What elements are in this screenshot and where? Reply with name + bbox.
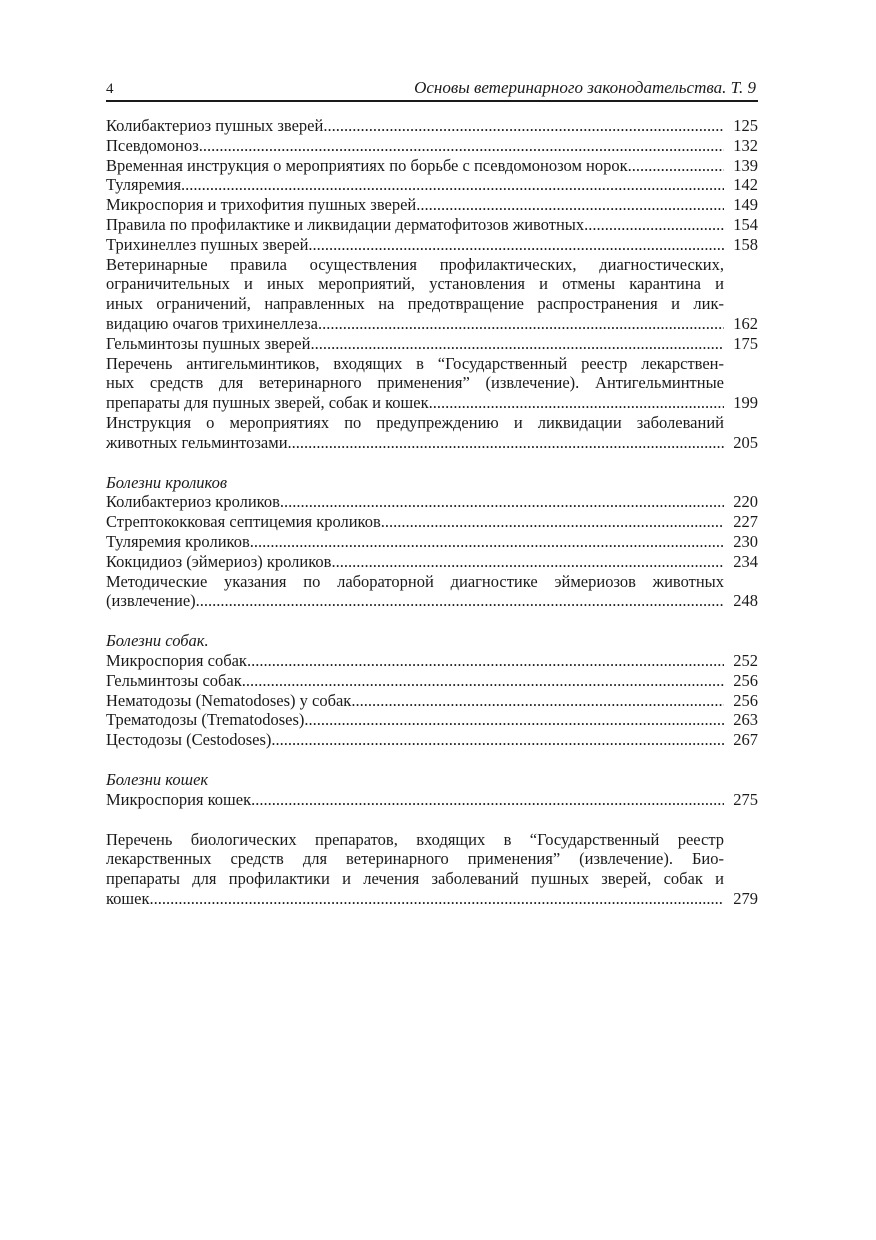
- toc-entry-title: [106, 730, 724, 750]
- toc-entry-page: 132: [733, 135, 758, 155]
- toc-entry-title: [106, 116, 724, 136]
- toc-entry[interactable]: [106, 572, 758, 612]
- toc-entry-line: Перечень биологических препаратов, входящих в “Государственный реестр: [106, 829, 724, 849]
- toc-entry-line: Гельминтозы пушных зверей: [106, 333, 311, 353]
- toc-entry[interactable]: [106, 255, 758, 334]
- dot-leader: [331, 552, 724, 572]
- toc-entry-line: Инструкция о мероприятиях по предупреждению и ликвидации заболеваний: [106, 412, 724, 432]
- dot-leader: [196, 591, 724, 611]
- toc-entry-line: Колибактериоз кроликов: [106, 492, 280, 512]
- toc-entry[interactable]: [106, 175, 758, 195]
- dot-leader: [280, 492, 724, 512]
- toc-entry-line: Кокцидиоз (эймериоз) кроликов: [106, 551, 332, 571]
- toc-entry-line: Временная инструкция о мероприятиях по борьбе с псевдомонозом норок: [106, 155, 628, 175]
- toc-entry[interactable]: [106, 354, 758, 413]
- toc-entry-page: 275: [733, 789, 758, 809]
- toc-entry-page: 205: [733, 432, 758, 452]
- table-of-contents: [106, 116, 758, 909]
- toc-entry[interactable]: [106, 512, 758, 532]
- dot-leader: [181, 175, 724, 195]
- toc-entry-page: 230: [733, 531, 758, 551]
- toc-entry[interactable]: [106, 413, 758, 453]
- dot-leader: [288, 433, 724, 453]
- toc-entry-line: (извлечение): [106, 591, 196, 611]
- toc-entry-title: [106, 532, 724, 552]
- toc-entry[interactable]: [106, 671, 758, 691]
- toc-entry[interactable]: [106, 532, 758, 552]
- toc-entry-page: 149: [733, 195, 758, 215]
- toc-entry-title: [106, 651, 724, 671]
- toc-entry-line: Методические указания по лабораторной диагностике эймериозов животных: [106, 571, 724, 591]
- toc-entry-page: 234: [733, 551, 758, 571]
- toc-entry-line: Стрептококковая септицемия кроликов: [106, 512, 381, 532]
- toc-entry-line: Правила по профилактике и ликвидации дерматофитозов животных: [106, 214, 585, 234]
- toc-entry-page: 256: [733, 690, 758, 710]
- toc-entry-page: 263: [733, 710, 758, 730]
- toc-entry-page: 252: [733, 650, 758, 670]
- toc-entry[interactable]: [106, 116, 758, 136]
- toc-entry-title: [106, 552, 724, 572]
- toc-entry[interactable]: [106, 790, 758, 810]
- toc-entry-line: Микроспория собак: [106, 650, 247, 670]
- toc-entry[interactable]: [106, 492, 758, 512]
- toc-entry[interactable]: [106, 730, 758, 750]
- toc-entry-line: Гельминтозы собак: [106, 670, 242, 690]
- dot-leader: [250, 532, 724, 552]
- dot-leader: [323, 116, 724, 136]
- toc-entry-line: Трихинеллез пушных зверей: [106, 234, 309, 254]
- toc-entry-page: 175: [733, 333, 758, 353]
- toc-entry-title: [106, 255, 724, 334]
- toc-entry-title: [106, 354, 724, 413]
- toc-entry-line: ных средств для ветеринарного применения” (извлечение). Антигельминтные: [106, 373, 724, 393]
- toc-entry-line: препараты для профилактики и лечения заболеваний пушных зверей, собак и: [106, 869, 724, 889]
- section-title-rabbits: Болезни кроликов: [106, 472, 228, 492]
- toc-entry-title: [106, 492, 724, 512]
- toc-entry[interactable]: [106, 136, 758, 156]
- toc-entry-line: животных гельминтозами: [106, 432, 288, 452]
- toc-entry-line: Микроспория кошек: [106, 789, 252, 809]
- toc-entry-line: ограничительных и иных мероприятий, установления и отмены карантина и: [106, 274, 724, 294]
- toc-entry-page: 227: [733, 512, 758, 532]
- toc-entry-line: Псевдомоноз: [106, 135, 199, 155]
- toc-entry-line: Перечень антигельминтиков, входящих в “Государственный реестр лекарствен-: [106, 353, 724, 373]
- toc-entry-page: 256: [733, 670, 758, 690]
- toc-entry-page: 139: [733, 155, 758, 175]
- toc-entry[interactable]: [106, 691, 758, 711]
- toc-entry-page: 142: [733, 175, 758, 195]
- toc-entry-title: [106, 334, 724, 354]
- toc-entry[interactable]: [106, 651, 758, 671]
- page-header: [106, 76, 758, 102]
- toc-entry-line: видацию очагов трихинеллеза: [106, 313, 318, 333]
- toc-entry-title: [106, 671, 724, 691]
- toc-entry-page: 158: [733, 234, 758, 254]
- dot-leader: [247, 651, 724, 671]
- section-title-dogs: Болезни собак.: [106, 631, 209, 651]
- toc-entry-title: [106, 572, 724, 612]
- toc-entry-line: иных ограничений, направленных на предотвращение распространения и лик-: [106, 294, 724, 314]
- toc-entry-line: Нематодозы (Nematodoses) у собак: [106, 690, 352, 710]
- dot-leader: [318, 314, 724, 334]
- rabbits-entries: [106, 492, 758, 611]
- toc-entry-title: [106, 413, 724, 453]
- toc-entry[interactable]: [106, 156, 758, 176]
- toc-entry[interactable]: [106, 710, 758, 730]
- toc-entry-line: лекарственных средств для ветеринарного применения” (извлечение). Био-: [106, 849, 724, 869]
- toc-entry-line: Цестодозы (Cestodoses): [106, 730, 272, 750]
- fur-animals-entries: [106, 116, 758, 453]
- section-title-cats: Болезни кошек: [106, 769, 209, 789]
- dot-leader: [251, 790, 724, 810]
- dot-leader: [308, 235, 724, 255]
- document-page: [106, 76, 758, 909]
- running-title: Основы ветеринарного законодательства. Т. 9: [414, 78, 756, 97]
- cats-entries: [106, 790, 758, 810]
- toc-entry-line: Колибактериоз пушных зверей: [106, 116, 324, 135]
- toc-entry-page: 154: [733, 214, 758, 234]
- toc-entry-title: [106, 175, 724, 195]
- toc-entry-line: Микроспория и трихофития пушных зверей: [106, 195, 417, 215]
- toc-entry-page: 125: [733, 116, 758, 135]
- dot-leader: [351, 691, 724, 711]
- toc-entry-line: Ветеринарные правила осуществления профилактических, диагностических,: [106, 254, 724, 274]
- toc-entry[interactable]: [106, 830, 758, 909]
- dot-leader: [429, 393, 724, 413]
- final-entry: [106, 830, 758, 909]
- toc-entry[interactable]: [106, 195, 758, 215]
- toc-entry-title: [106, 512, 724, 532]
- toc-entry-title: [106, 790, 724, 810]
- toc-entry-page: 267: [733, 730, 758, 750]
- dot-leader: [304, 710, 724, 730]
- toc-entry[interactable]: [106, 215, 758, 235]
- toc-entry-title: [106, 235, 724, 255]
- toc-entry-line: кошек: [106, 888, 150, 908]
- toc-entry-title: [106, 215, 724, 235]
- dot-leader: [242, 671, 724, 691]
- toc-entry-title: [106, 156, 724, 176]
- toc-entry-page: 199: [733, 393, 758, 413]
- dot-leader: [271, 730, 724, 750]
- toc-entry-page: 162: [733, 313, 758, 333]
- toc-entry-title: [106, 691, 724, 711]
- toc-entry-title: [106, 710, 724, 730]
- toc-entry-line: препараты для пушных зверей, собак и кошек: [106, 393, 429, 413]
- toc-entry[interactable]: [106, 334, 758, 354]
- toc-entry-title: [106, 830, 724, 909]
- toc-entry-page: 248: [733, 591, 758, 611]
- toc-entry-line: Трематодозы (Trematodoses): [106, 710, 305, 730]
- dot-leader: [628, 156, 724, 176]
- dogs-entries: [106, 651, 758, 750]
- dot-leader: [381, 512, 724, 532]
- toc-entry-page: 220: [733, 492, 758, 512]
- dot-leader: [310, 334, 724, 354]
- toc-entry-title: [106, 136, 724, 156]
- toc-entry[interactable]: [106, 235, 758, 255]
- page-number: 4: [106, 81, 114, 97]
- toc-entry-line: Туляремия: [106, 175, 182, 195]
- toc-entry[interactable]: [106, 552, 758, 572]
- dot-leader: [199, 136, 724, 156]
- dot-leader: [149, 889, 724, 909]
- toc-entry-line: Туляремия кроликов: [106, 531, 250, 551]
- dot-leader: [584, 215, 724, 235]
- toc-entry-title: [106, 195, 724, 215]
- toc-entry-page: 279: [733, 888, 758, 908]
- dot-leader: [416, 195, 724, 215]
